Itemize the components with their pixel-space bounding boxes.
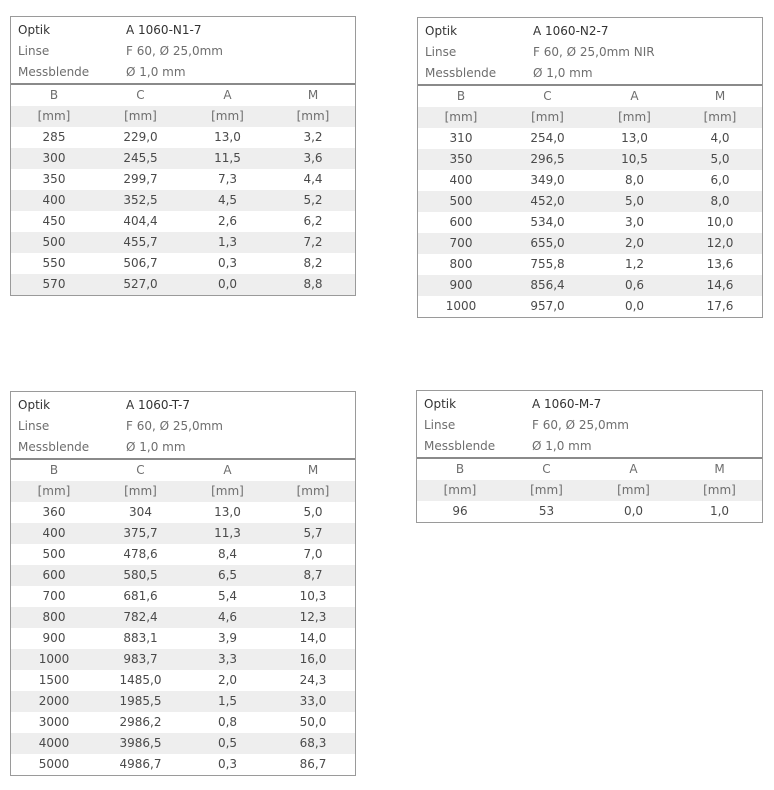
table-cell: 4,5	[217, 193, 238, 207]
table-cell: 957,0	[530, 299, 565, 313]
table-cell: 3000	[38, 715, 70, 729]
table-row	[11, 274, 355, 295]
unit-cell: [mm]	[211, 484, 244, 498]
meta-label: Optik	[424, 397, 457, 411]
table-row	[11, 628, 355, 649]
table-cell: 254,0	[530, 131, 565, 145]
unit-cell: [mm]	[703, 110, 737, 124]
table-row	[11, 586, 355, 607]
table-cell: 229,0	[123, 130, 158, 144]
table-cell: 1,3	[217, 235, 238, 249]
table-cell: 8,4	[217, 547, 238, 561]
table-cell: 450	[42, 214, 66, 228]
table-cell: 700	[449, 236, 473, 250]
unit-cell: [mm]	[618, 110, 651, 124]
column-header: B	[49, 88, 59, 102]
table-cell: 375,7	[123, 526, 158, 540]
table-cell: 68,3	[299, 736, 327, 750]
table-cell: 360	[42, 505, 66, 519]
column-header: B	[456, 89, 466, 103]
table-cell: 527,0	[123, 277, 158, 291]
meta-row	[11, 437, 355, 458]
unit-row	[417, 480, 762, 501]
column-header: M	[307, 88, 319, 102]
table-cell: 1,0	[709, 504, 730, 518]
optics-table-t	[10, 391, 356, 776]
table-cell: 2,6	[217, 214, 238, 228]
column-header: M	[714, 89, 726, 103]
table-cell: 33,0	[299, 694, 327, 708]
meta-label: Messblende	[18, 65, 90, 79]
table-cell: 14,6	[706, 278, 734, 292]
column-header: C	[542, 462, 551, 476]
table-cell: 0,5	[217, 736, 238, 750]
meta-label: Linse	[424, 418, 456, 432]
table-cell: 455,7	[123, 235, 158, 249]
column-header: M	[714, 462, 725, 476]
table-cell: 8,8	[303, 277, 323, 291]
table-cell: 310	[449, 131, 473, 145]
table-row	[11, 754, 355, 775]
column-header-row	[418, 86, 762, 107]
column-header-row	[11, 460, 355, 481]
table-cell: 0,3	[217, 757, 238, 771]
unit-row	[418, 107, 762, 128]
unit-cell: [mm]	[124, 109, 157, 123]
table-row	[11, 211, 355, 232]
table-cell: 300	[42, 151, 66, 165]
meta-row	[11, 62, 355, 83]
column-header: A	[630, 89, 639, 103]
optics-table-n2	[417, 17, 763, 318]
unit-cell: [mm]	[37, 109, 71, 123]
table-row	[418, 191, 762, 212]
table-row	[418, 170, 762, 191]
table-row	[11, 523, 355, 544]
table-cell: 2986,2	[119, 715, 162, 729]
table-cell: 6,5	[217, 568, 238, 582]
table-cell: 3,6	[303, 151, 323, 165]
column-header-row	[11, 85, 355, 106]
table-cell: 6,0	[710, 173, 730, 187]
table-cell: 3,9	[217, 631, 238, 645]
table-cell: 2,0	[624, 236, 645, 250]
unit-row	[11, 481, 355, 502]
unit-cell: [mm]	[531, 110, 564, 124]
table-cell: 352,5	[123, 193, 158, 207]
unit-cell: [mm]	[444, 110, 478, 124]
table-cell: 681,6	[123, 589, 158, 603]
table-cell: 404,4	[123, 214, 158, 228]
table-cell: 400	[42, 526, 66, 540]
meta-value: F 60, Ø 25,0mm	[126, 419, 223, 433]
table-cell: 5,7	[303, 526, 323, 540]
table-row	[11, 502, 355, 523]
table-cell: 350	[449, 152, 473, 166]
meta-value: Ø 1,0 mm	[533, 66, 593, 80]
meta-value: F 60, Ø 25,0mm	[126, 44, 223, 58]
table-cell: 3,3	[217, 652, 238, 666]
table-cell: 570	[42, 277, 66, 291]
meta-row	[11, 416, 355, 437]
meta-label: Optik	[18, 23, 51, 37]
table-cell: 12,3	[299, 610, 327, 624]
table-cell: 10,3	[299, 589, 327, 603]
table-cell: 8,2	[303, 256, 323, 270]
table-cell: 478,6	[123, 547, 158, 561]
table-cell: 50,0	[299, 715, 327, 729]
table-row	[418, 296, 762, 317]
table-row	[418, 149, 762, 170]
meta-label: Messblende	[425, 66, 497, 80]
table-cell: 782,4	[123, 610, 158, 624]
table-row	[418, 233, 762, 254]
table-row	[11, 127, 355, 148]
table-cell: 800	[42, 610, 66, 624]
meta-row	[11, 41, 355, 62]
unit-cell: [mm]	[296, 109, 330, 123]
table-cell: 299,7	[123, 172, 158, 186]
unit-row	[11, 106, 355, 127]
table-row	[11, 649, 355, 670]
column-header: A	[629, 462, 638, 476]
table-cell: 400	[449, 173, 473, 187]
table-cell: 0,8	[217, 715, 238, 729]
meta-row	[11, 20, 355, 41]
meta-block	[11, 17, 355, 83]
table-cell: 2,0	[217, 673, 238, 687]
meta-label: Linse	[18, 419, 50, 433]
meta-block	[418, 18, 762, 84]
column-header: M	[307, 463, 319, 477]
column-header: C	[136, 463, 145, 477]
table-cell: 534,0	[530, 215, 565, 229]
table-cell: 13,0	[214, 130, 241, 144]
column-header: C	[136, 88, 145, 102]
table-cell: 800	[449, 257, 473, 271]
meta-block	[417, 391, 762, 457]
column-header-row	[417, 459, 762, 480]
column-header: A	[223, 463, 232, 477]
table-row	[11, 691, 355, 712]
table-cell: 4,6	[217, 610, 238, 624]
table-cell: 4,4	[303, 172, 323, 186]
unit-cell: [mm]	[296, 484, 330, 498]
table-cell: 755,8	[530, 257, 565, 271]
meta-row	[417, 436, 762, 457]
meta-label: Optik	[18, 398, 51, 412]
table-cell: 5,0	[303, 505, 323, 519]
table-cell: 4986,7	[119, 757, 162, 771]
table-row	[11, 733, 355, 754]
table-cell: 883,1	[123, 631, 158, 645]
table-cell: 245,5	[123, 151, 158, 165]
table-cell: 0,3	[217, 256, 238, 270]
unit-cell: [mm]	[211, 109, 244, 123]
table-cell: 1485,0	[119, 673, 162, 687]
table-row	[11, 190, 355, 211]
table-cell: 350	[42, 172, 66, 186]
table-cell: 13,6	[706, 257, 734, 271]
optics-table-m	[416, 390, 763, 523]
table-cell: 0,6	[624, 278, 645, 292]
unit-cell: [mm]	[124, 484, 157, 498]
table-cell: 3,0	[624, 215, 645, 229]
table-cell: 983,7	[123, 652, 158, 666]
table-cell: 96	[452, 504, 468, 518]
table-cell: 4000	[38, 736, 70, 750]
column-header: C	[543, 89, 552, 103]
meta-value: F 60, Ø 25,0mm NIR	[533, 45, 655, 59]
table-cell: 5,4	[217, 589, 238, 603]
table-cell: 5000	[38, 757, 70, 771]
column-header: B	[455, 462, 465, 476]
unit-cell: [mm]	[530, 483, 563, 497]
meta-value: Ø 1,0 mm	[532, 439, 592, 453]
table-cell: 17,6	[706, 299, 734, 313]
table-row	[11, 712, 355, 733]
table-cell: 5,0	[624, 194, 645, 208]
table-cell: 600	[42, 568, 66, 582]
table-cell: 900	[42, 631, 66, 645]
unit-cell: [mm]	[37, 484, 71, 498]
table-row	[11, 565, 355, 586]
table-cell: 655,0	[530, 236, 565, 250]
meta-row	[417, 394, 762, 415]
meta-value: A 1060-M-7	[532, 397, 602, 411]
table-cell: 7,2	[303, 235, 323, 249]
table-cell: 16,0	[299, 652, 327, 666]
table-cell: 10,0	[706, 215, 734, 229]
table-cell: 3,2	[303, 130, 323, 144]
meta-value: Ø 1,0 mm	[126, 440, 186, 454]
table-cell: 285	[42, 130, 66, 144]
meta-value: A 1060-N2-7	[533, 24, 609, 38]
table-cell: 5,2	[303, 193, 323, 207]
table-row	[418, 254, 762, 275]
meta-label: Messblende	[18, 440, 90, 454]
table-cell: 14,0	[299, 631, 327, 645]
meta-row	[418, 42, 762, 63]
table-cell: 506,7	[123, 256, 158, 270]
table-cell: 8,7	[303, 568, 323, 582]
meta-value: F 60, Ø 25,0mm	[532, 418, 629, 432]
meta-row	[11, 395, 355, 416]
table-cell: 349,0	[530, 173, 565, 187]
table-cell: 900	[449, 278, 473, 292]
table-row	[417, 501, 762, 522]
meta-label: Linse	[425, 45, 457, 59]
table-cell: 3986,5	[119, 736, 162, 750]
table-cell: 856,4	[530, 278, 565, 292]
table-row	[11, 148, 355, 169]
table-cell: 7,0	[303, 547, 323, 561]
table-cell: 11,5	[214, 151, 241, 165]
unit-cell: [mm]	[443, 483, 477, 497]
table-cell: 5,0	[710, 152, 730, 166]
table-row	[418, 128, 762, 149]
meta-label: Optik	[425, 24, 458, 38]
table-cell: 11,3	[214, 526, 241, 540]
meta-label: Messblende	[424, 439, 496, 453]
unit-cell: [mm]	[703, 483, 736, 497]
column-header: A	[223, 88, 232, 102]
table-row	[11, 607, 355, 628]
table-cell: 8,0	[624, 173, 645, 187]
table-cell: 6,2	[303, 214, 323, 228]
table-cell: 12,0	[706, 236, 734, 250]
table-row	[11, 253, 355, 274]
table-row	[11, 232, 355, 253]
meta-value: A 1060-T-7	[126, 398, 190, 412]
table-row	[11, 544, 355, 565]
table-cell: 600	[449, 215, 473, 229]
table-cell: 1500	[38, 673, 70, 687]
table-cell: 452,0	[530, 194, 565, 208]
table-cell: 500	[42, 235, 66, 249]
table-cell: 10,5	[621, 152, 648, 166]
table-cell: 304	[129, 505, 152, 519]
table-cell: 500	[42, 547, 66, 561]
table-row	[418, 275, 762, 296]
table-cell: 500	[449, 194, 473, 208]
table-cell: 0,0	[623, 504, 644, 518]
meta-row	[418, 21, 762, 42]
meta-row	[418, 63, 762, 84]
table-cell: 1985,5	[119, 694, 162, 708]
table-cell: 400	[42, 193, 66, 207]
column-header: B	[49, 463, 59, 477]
table-row	[11, 670, 355, 691]
table-cell: 0,0	[624, 299, 645, 313]
table-cell: 700	[42, 589, 66, 603]
optics-table-n1	[10, 16, 356, 296]
table-cell: 0,0	[217, 277, 238, 291]
table-cell: 13,0	[621, 131, 648, 145]
table-cell: 1,2	[624, 257, 645, 271]
table-cell: 13,0	[214, 505, 241, 519]
table-cell: 8,0	[710, 194, 730, 208]
table-cell: 4,0	[710, 131, 730, 145]
meta-block	[11, 392, 355, 458]
table-cell: 1,5	[217, 694, 238, 708]
table-cell: 7,3	[217, 172, 238, 186]
table-row	[418, 212, 762, 233]
meta-value: Ø 1,0 mm	[126, 65, 186, 79]
table-cell: 2000	[38, 694, 70, 708]
meta-value: A 1060-N1-7	[126, 23, 202, 37]
table-cell: 296,5	[530, 152, 565, 166]
table-cell: 24,3	[299, 673, 327, 687]
table-cell: 1000	[445, 299, 477, 313]
table-cell: 86,7	[299, 757, 327, 771]
unit-cell: [mm]	[617, 483, 650, 497]
meta-label: Linse	[18, 44, 50, 58]
meta-row	[417, 415, 762, 436]
table-row	[11, 169, 355, 190]
table-cell: 550	[42, 256, 66, 270]
table-cell: 1000	[38, 652, 70, 666]
table-cell: 53	[538, 504, 555, 518]
table-cell: 580,5	[123, 568, 158, 582]
